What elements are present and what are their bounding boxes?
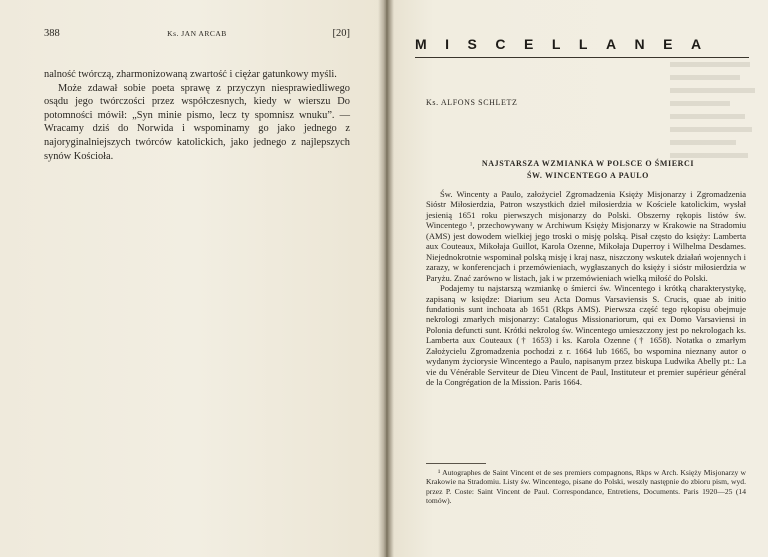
left-body-text [44,68,350,163]
footnote [426,468,746,506]
section-title-rule [415,57,749,58]
book-gutter-shadow [378,0,394,557]
article-title-line-1: NAJSTARSZA WZMIANKA W POLSCE O ŚMIERCI [481,159,695,168]
left-paragraph-1: nalność twórczą, zharmonizowaną zwartość i ciężar gatunkowy myśli. [44,69,337,80]
footnote-rule [426,463,486,464]
article-paragraph-1: Św. Wincenty a Paulo, założyciel Zgromadzenia Księży Misjonarzy i Zgromadzenia Sióstr Miłosierdzia, Patron wszystkich dzieł miłosierdzia w Kościele katolickim, wysłał jesienią 1651 roku pierwszych misjonarzy do Polski. Obszerny rękopis listów św. Wincentego ¹, przechowywany w Archiwum Księży Misjonarzy w Krakowie na Stradomiu (AMS) jest dowodem wielkiej jego troski o misję polską. Pisał często do księży: Lamberta aux Couteaux, Mikołaja Guillot, Karola Ozenne, Mikołaja Duperroy i Wilhelma Desdames. Niejednokrotnie wspominał polską misję i kraj nasz, niszczony wskutek działań wojennych i zarazy, w konferencjach i przemówieniach, wygłaszanych do księży i sióstr miłosierdzia w Paryżu. Znać zarówno w listach, jak i w przemówieniach wielką miłość do Polski. [426,189,746,283]
article-body [426,189,746,388]
footnote-text: ¹ Autographes de Saint Vincent et de ses premiers compagnons, Rkps w Arch. Księży Misjonarzy w Krakowie na Stradomiu. Listy św. Wincentego, pisane do Polski, weszły następnie do zbioru pism, wyd. przez P. Coste: Saint Vincent de Paul. Correspondance, Entretiens, Documents. Paris 1920—25 (14 tomów). [426,468,746,506]
page-number: 388 [44,28,60,39]
section-title: MISCELLANEA [415,36,720,52]
running-author: Ks. JAN ARCAB [167,29,227,38]
article-author: Ks. ALFONS SCHLETZ [426,98,518,107]
article-title-line-2: ŚW. WINCENTEGO A PAULO [527,170,649,180]
article-title [430,158,746,181]
running-section: [20] [332,28,350,39]
article-paragraph-2: Podajemy tu najstarszą wzmiankę o śmierci św. Wincentego i krótką charakterystykę, zapisaną w księdze: Diarium seu Acta Domus Varsaviensis S. Crucis, quae ab initio fundationis sunt inchoata ab 1651 (Rkps AMS). Pierwsza część tego rękopisu obejmuje nekrologi zmarłych misjonarzy: Catalogus Missionariorum, qui ex Domo Varsaviensi in Polonia defuncti sunt. Krótki nekrolog św. Wincentego umieszczony jest po nekrologach ks. Lamberta aux Couteaux († 1653) i ks. Karola Ozenne († 1658). Notatka o zmarłym Założycielu Zgromadzenia pochodzi z r. 1664 lub 1665, bo wspomina nieznany autor o wydanym życiorysie Wincentego a Paulo, napisanym przez biskupa Ludwika Abelly pt.: La vie du Vénérable Serviteur de Dieu Vincent de Paul, Instituteur et premier supérieur général de la Congrégation de la Mission. Paris 1664. [426,283,746,388]
left-paragraph-2: Może zdawał sobie poeta sprawę z przyczyn niesprawiedliwego osądu jego twórczości przez współczesnych, kiedy w wierszu Do potomności mówił: „Syn minie pismo, lecz ty spomnisz wnuku”. — Wracamy dziś do Norwida i wspominamy go jako jednego z najoryginalniejszych twórców katolickich, jako jednego z najlepszych synów Kościoła. [44,82,350,162]
